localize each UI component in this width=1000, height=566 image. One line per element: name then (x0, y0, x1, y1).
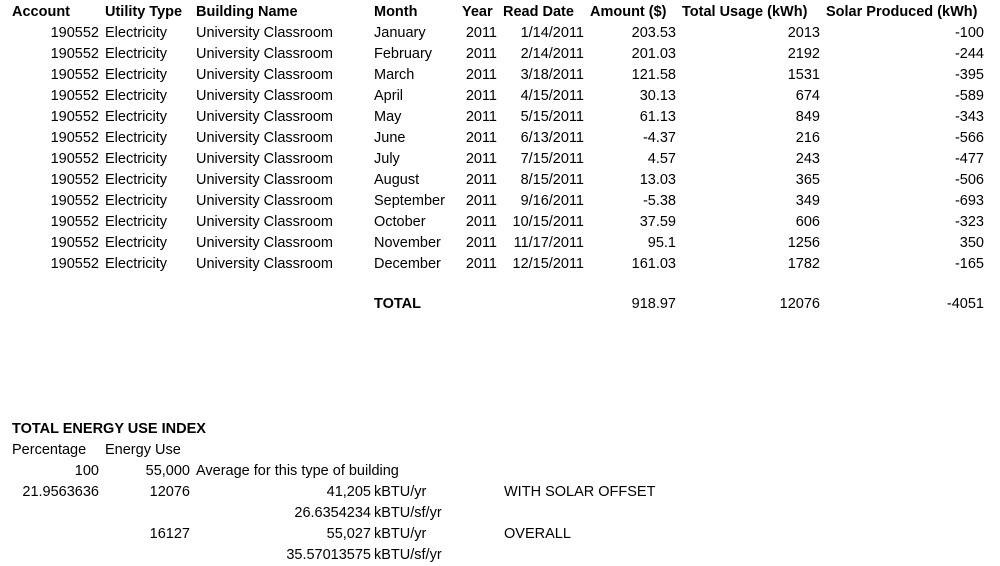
cell-read-date[interactable]: 3/18/2011 (520, 67, 584, 83)
cell-solar-produced[interactable]: -395 (954, 67, 984, 83)
cell-amount[interactable]: 30.13 (639, 88, 676, 104)
cell-year[interactable]: 2011 (465, 172, 497, 188)
cell-month[interactable]: July (374, 151, 400, 167)
eui-avg-energy-use[interactable]: 55,000 (145, 463, 190, 479)
cell-account[interactable]: 190552 (50, 151, 99, 167)
eui-overall-unit[interactable]: kBTU/yr (374, 526, 427, 542)
cell-utility-type[interactable]: Electricity (105, 25, 168, 41)
eui-overall-note[interactable]: OVERALL (504, 526, 571, 542)
cell-total-usage[interactable]: 349 (795, 193, 820, 209)
eui-solar-value[interactable]: 41,205 (326, 484, 371, 500)
cell-building-name[interactable]: University Classroom (196, 46, 333, 62)
cell-solar-produced[interactable]: -506 (954, 172, 984, 188)
cell-month[interactable]: March (374, 67, 415, 83)
cell-month[interactable]: January (374, 25, 426, 41)
cell-building-name[interactable]: University Classroom (196, 151, 333, 167)
cell-solar-produced[interactable]: -100 (954, 25, 984, 41)
cell-total-usage[interactable]: 243 (795, 151, 820, 167)
cell-utility-type[interactable]: Electricity (105, 193, 168, 209)
cell-solar-produced[interactable]: -343 (954, 109, 984, 125)
eui-overall-value[interactable]: 55,027 (326, 526, 371, 542)
cell-year[interactable]: 2011 (465, 256, 497, 272)
cell-amount[interactable]: 4.57 (647, 151, 676, 167)
cell-total-usage[interactable]: 849 (795, 109, 820, 125)
cell-total-usage[interactable]: 365 (795, 172, 820, 188)
cell-year[interactable]: 2011 (465, 46, 497, 62)
cell-month[interactable]: October (374, 214, 426, 230)
eui-col-percentage[interactable]: Percentage (12, 442, 87, 458)
cell-amount[interactable]: 201.03 (631, 46, 676, 62)
cell-month[interactable]: June (374, 130, 406, 146)
cell-utility-type[interactable]: Electricity (105, 256, 168, 272)
cell-total-usage[interactable]: 2013 (787, 25, 820, 41)
cell-amount[interactable]: 161.03 (631, 256, 676, 272)
header-utility-type[interactable]: Utility Type (105, 4, 183, 20)
cell-read-date[interactable]: 6/13/2011 (520, 130, 584, 146)
eui-avg-percentage[interactable]: 100 (74, 463, 99, 479)
cell-utility-type[interactable]: Electricity (105, 214, 168, 230)
cell-building-name[interactable]: University Classroom (196, 25, 333, 41)
cell-utility-type[interactable]: Electricity (105, 151, 168, 167)
total-label[interactable]: TOTAL (374, 296, 421, 312)
cell-read-date[interactable]: 4/15/2011 (520, 88, 584, 104)
cell-building-name[interactable]: University Classroom (196, 256, 333, 272)
cell-account[interactable]: 190552 (50, 109, 99, 125)
cell-account[interactable]: 190552 (50, 130, 99, 146)
header-amount[interactable]: Amount ($) (590, 4, 667, 20)
cell-total-usage[interactable]: 1256 (787, 235, 820, 251)
cell-account[interactable]: 190552 (50, 67, 99, 83)
header-account[interactable]: Account (12, 4, 70, 20)
cell-amount[interactable]: -5.38 (642, 193, 676, 209)
cell-amount[interactable]: 95.1 (647, 235, 676, 251)
cell-solar-produced[interactable]: -693 (954, 193, 984, 209)
cell-total-usage[interactable]: 674 (795, 88, 820, 104)
cell-month[interactable]: November (374, 235, 441, 251)
total-usage[interactable]: 12076 (779, 296, 820, 312)
cell-amount[interactable]: 61.13 (639, 109, 676, 125)
cell-building-name[interactable]: University Classroom (196, 214, 333, 230)
cell-year[interactable]: 2011 (465, 67, 497, 83)
cell-year[interactable]: 2011 (465, 109, 497, 125)
cell-month[interactable]: December (374, 256, 441, 272)
eui-solar-energy-use[interactable]: 12076 (149, 484, 190, 500)
cell-total-usage[interactable]: 216 (795, 130, 820, 146)
cell-building-name[interactable]: University Classroom (196, 109, 333, 125)
cell-read-date[interactable]: 2/14/2011 (520, 46, 584, 62)
cell-month[interactable]: August (374, 172, 420, 188)
cell-year[interactable]: 2011 (465, 235, 497, 251)
cell-amount[interactable]: 13.03 (639, 172, 676, 188)
cell-month[interactable]: September (374, 193, 445, 209)
cell-account[interactable]: 190552 (50, 235, 99, 251)
cell-utility-type[interactable]: Electricity (105, 88, 168, 104)
eui-title[interactable]: TOTAL ENERGY USE INDEX (12, 421, 206, 437)
total-amount[interactable]: 918.97 (631, 296, 676, 312)
cell-read-date[interactable]: 7/15/2011 (520, 151, 584, 167)
cell-building-name[interactable]: University Classroom (196, 67, 333, 83)
header-read-date[interactable]: Read Date (503, 4, 574, 20)
eui-overall-energy-use[interactable]: 16127 (149, 526, 190, 542)
cell-account[interactable]: 190552 (50, 193, 99, 209)
cell-building-name[interactable]: University Classroom (196, 88, 333, 104)
cell-amount[interactable]: 121.58 (631, 67, 676, 83)
eui-overall-sf-unit[interactable]: kBTU/sf/yr (374, 547, 442, 563)
cell-account[interactable]: 190552 (50, 25, 99, 41)
cell-read-date[interactable]: 8/15/2011 (520, 172, 584, 188)
total-solar[interactable]: -4051 (946, 296, 984, 312)
cell-utility-type[interactable]: Electricity (105, 235, 168, 251)
eui-solar-sf-value[interactable]: 26.6354234 (294, 505, 371, 521)
cell-utility-type[interactable]: Electricity (105, 46, 168, 62)
eui-solar-percentage[interactable]: 21.9563636 (22, 484, 99, 500)
cell-account[interactable]: 190552 (50, 46, 99, 62)
cell-read-date[interactable]: 11/17/2011 (513, 235, 584, 251)
cell-total-usage[interactable]: 606 (795, 214, 820, 230)
cell-month[interactable]: February (374, 46, 433, 62)
header-month[interactable]: Month (374, 4, 418, 20)
cell-year[interactable]: 2011 (465, 25, 497, 41)
cell-account[interactable]: 190552 (50, 88, 99, 104)
cell-building-name[interactable]: University Classroom (196, 130, 333, 146)
cell-building-name[interactable]: University Classroom (196, 235, 333, 251)
cell-read-date[interactable]: 10/15/2011 (512, 214, 584, 230)
cell-amount[interactable]: 37.59 (639, 214, 676, 230)
eui-solar-unit[interactable]: kBTU/yr (374, 484, 427, 500)
cell-read-date[interactable]: 12/15/2011 (512, 256, 584, 272)
cell-account[interactable]: 190552 (50, 214, 99, 230)
cell-year[interactable]: 2011 (465, 151, 497, 167)
cell-year[interactable]: 2011 (465, 88, 497, 104)
header-building-name[interactable]: Building Name (196, 4, 298, 20)
header-total-usage[interactable]: Total Usage (kWh) (682, 4, 808, 20)
cell-account[interactable]: 190552 (50, 256, 99, 272)
header-solar-produced[interactable]: Solar Produced (kWh) (826, 4, 978, 20)
cell-year[interactable]: 2011 (465, 214, 497, 230)
cell-total-usage[interactable]: 1531 (787, 67, 820, 83)
cell-amount[interactable]: 203.53 (631, 25, 676, 41)
cell-month[interactable]: April (374, 88, 404, 104)
cell-solar-produced[interactable]: -244 (954, 46, 984, 62)
cell-solar-produced[interactable]: -323 (954, 214, 984, 230)
cell-solar-produced[interactable]: -477 (954, 151, 984, 167)
cell-utility-type[interactable]: Electricity (105, 130, 168, 146)
eui-overall-sf-value[interactable]: 35.57013575 (286, 547, 371, 563)
cell-total-usage[interactable]: 1782 (787, 256, 820, 272)
cell-amount[interactable]: -4.37 (642, 130, 676, 146)
header-year[interactable]: Year (462, 4, 493, 20)
cell-month[interactable]: May (374, 109, 402, 125)
cell-building-name[interactable]: University Classroom (196, 193, 333, 209)
cell-total-usage[interactable]: 2192 (787, 46, 820, 62)
cell-read-date[interactable]: 9/16/2011 (520, 193, 584, 209)
cell-solar-produced[interactable]: -566 (954, 130, 984, 146)
cell-solar-produced[interactable]: 350 (959, 235, 984, 251)
eui-col-energy-use[interactable]: Energy Use (105, 442, 181, 458)
cell-solar-produced[interactable]: -589 (954, 88, 984, 104)
cell-utility-type[interactable]: Electricity (105, 67, 168, 83)
cell-building-name[interactable]: University Classroom (196, 172, 333, 188)
cell-read-date[interactable]: 5/15/2011 (520, 109, 584, 125)
cell-utility-type[interactable]: Electricity (105, 109, 168, 125)
cell-read-date[interactable]: 1/14/2011 (520, 25, 584, 41)
eui-avg-label[interactable]: Average for this type of building (196, 463, 399, 479)
cell-account[interactable]: 190552 (50, 172, 99, 188)
eui-solar-note[interactable]: WITH SOLAR OFFSET (504, 484, 656, 500)
cell-solar-produced[interactable]: -165 (954, 256, 984, 272)
cell-year[interactable]: 2011 (465, 130, 497, 146)
eui-solar-sf-unit[interactable]: kBTU/sf/yr (374, 505, 442, 521)
cell-year[interactable]: 2011 (465, 193, 497, 209)
cell-utility-type[interactable]: Electricity (105, 172, 168, 188)
